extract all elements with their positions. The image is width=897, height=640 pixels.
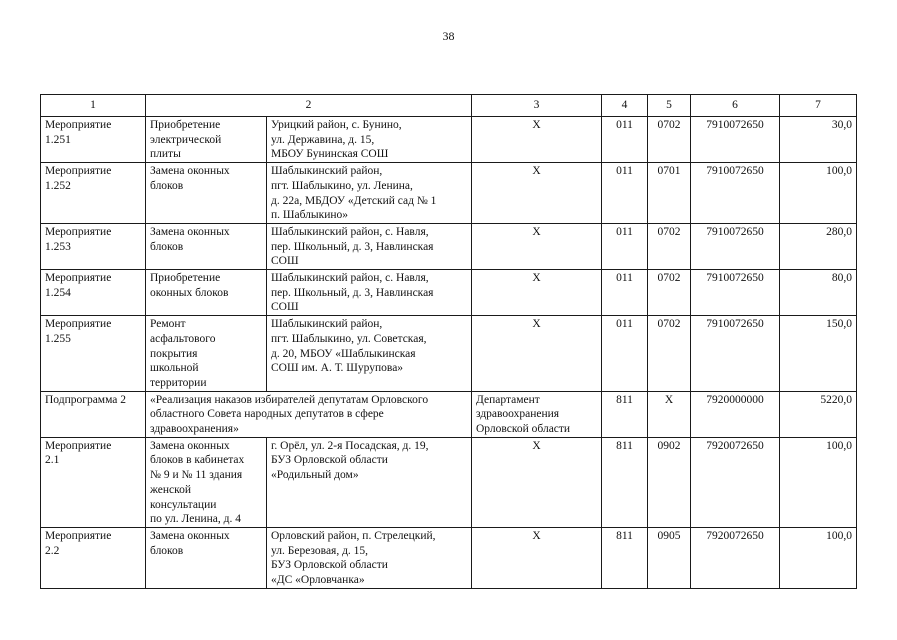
grbs-cell: 011 (602, 223, 648, 269)
event-name-line: Приобретение (150, 272, 221, 285)
event-name-line: оконных блоков (150, 286, 229, 299)
grbs-cell: 811 (602, 527, 648, 588)
row-id-line: Подпрограмма 2 (45, 393, 127, 406)
event-name-line: покрытия (150, 347, 198, 360)
table-row (41, 270, 857, 316)
table-row (41, 163, 857, 224)
row-id-line: Мероприятие (45, 272, 112, 285)
table-row (41, 316, 857, 392)
executor-cell: Х (472, 316, 602, 392)
section-cell: 0702 (648, 117, 691, 163)
section-cell: Х (648, 391, 691, 437)
address-line: СОШ (271, 301, 299, 314)
header-col-6: 6 (691, 95, 780, 117)
address-line: пгт. Шаблыкино, ул. Ленина, (271, 179, 413, 192)
section-cell: 0702 (648, 223, 691, 269)
header-col-5: 5 (648, 95, 691, 117)
address-cell (267, 527, 472, 588)
page-number: 38 (442, 29, 455, 43)
row-id-line: Мероприятие (45, 165, 112, 178)
event-name-line: Приобретение (150, 119, 221, 131)
event-name-line: женской (150, 483, 192, 496)
row-id-line: Мероприятие (45, 439, 112, 452)
address-cell (267, 223, 472, 269)
table-row (41, 527, 857, 588)
row-id-cell (41, 527, 146, 588)
section-cell: 0902 (648, 437, 691, 527)
amount-cell: 100,0 (780, 437, 857, 527)
amount-cell: 280,0 (780, 223, 857, 269)
amount-cell: 100,0 (780, 163, 857, 224)
grbs-cell: 811 (602, 391, 648, 437)
row-id-cell (41, 270, 146, 316)
address-line: г. Орёл, ул. 2-я Посадская, д. 19, (271, 439, 429, 452)
subprogram-title-line: здравоохранения» (150, 423, 239, 436)
section-cell: 0702 (648, 316, 691, 392)
address-line: Урицкий район, с. Бунино, (271, 119, 402, 131)
event-name-line: Замена оконных (150, 529, 230, 542)
address-cell (267, 117, 472, 163)
target-article-cell: 7920072650 (691, 527, 780, 588)
section-cell: 0702 (648, 270, 691, 316)
event-name-line: асфальтового (150, 332, 216, 345)
table-row (41, 223, 857, 269)
address-line: Шаблыкинский район, с. Навля, (271, 225, 429, 238)
row-id-line: Мероприятие (45, 529, 112, 542)
header-col-1: 1 (41, 95, 146, 117)
event-name-line: по ул. Ленина, д. 4 (150, 513, 242, 526)
row-id-cell (41, 223, 146, 269)
address-line: д. 20, МБОУ «Шаблыкинская (271, 347, 416, 360)
event-name-line: Замена оконных (150, 439, 230, 452)
address-line: Шаблыкинский район, с. Навля, (271, 272, 429, 285)
grbs-cell: 011 (602, 316, 648, 392)
address-line: Орловский район, п. Стрелецкий, (271, 529, 436, 542)
table-row (41, 437, 857, 527)
header-col-2: 2 (146, 95, 472, 117)
event-name-line: блоков в кабинетах (150, 454, 245, 467)
event-name-cell (146, 163, 267, 224)
row-id-line: Мероприятие (45, 318, 112, 331)
amount-cell: 80,0 (780, 270, 857, 316)
event-name-line: блоков (150, 544, 184, 557)
address-line: пгт. Шаблыкино, ул. Советская, (271, 332, 427, 345)
event-name-line: школьной (150, 362, 199, 375)
target-article-cell: 7920072650 (691, 437, 780, 527)
amount-cell: 100,0 (780, 527, 857, 588)
event-name-line: территории (150, 376, 207, 389)
target-article-cell: 7910072650 (691, 117, 780, 163)
row-id-line: 1.251 (45, 133, 71, 146)
executor-cell (472, 391, 602, 437)
address-line: п. Шаблыкино» (271, 209, 349, 222)
target-article-cell: 7910072650 (691, 270, 780, 316)
grbs-cell: 011 (602, 270, 648, 316)
event-name-cell (146, 527, 267, 588)
executor-cell: Х (472, 223, 602, 269)
address-line: СОШ (271, 255, 299, 268)
event-name-line: Замена оконных (150, 225, 230, 238)
address-line: д. 22а, МБДОУ «Детский сад № 1 (271, 194, 437, 207)
header-col-7: 7 (780, 95, 857, 117)
executor-cell: Х (472, 270, 602, 316)
address-cell (267, 437, 472, 527)
address-line: СОШ им. А. Т. Шурупова» (271, 362, 404, 375)
event-name-cell (146, 316, 267, 392)
target-article-cell: 7910072650 (691, 316, 780, 392)
amount-cell: 150,0 (780, 316, 857, 392)
executor-cell: Х (472, 437, 602, 527)
row-id-line: 1.253 (45, 240, 71, 253)
grbs-cell: 011 (602, 163, 648, 224)
grbs-cell: 011 (602, 117, 648, 163)
address-line: БУЗ Орловской области (271, 559, 388, 572)
target-article-cell: 7910072650 (691, 163, 780, 224)
executor-line: Орловской области (476, 423, 571, 436)
row-id-line: 1.255 (45, 332, 71, 345)
executor-line: Департамент (476, 393, 540, 406)
address-line: БУЗ Орловской области (271, 454, 388, 467)
row-id-line: 2.1 (45, 454, 60, 467)
address-line: ул. Березовая, д. 15, (271, 544, 369, 557)
row-id-line: Мероприятие (45, 119, 112, 131)
event-name-cell (146, 437, 267, 527)
event-name-line: плиты (150, 148, 181, 161)
target-article-cell: 7920000000 (691, 391, 780, 437)
row-id-cell (41, 117, 146, 163)
event-name-line: Замена оконных (150, 165, 230, 178)
event-name-line: консультации (150, 498, 217, 511)
executor-line: здравоохранения (476, 408, 560, 421)
table-row (41, 117, 857, 163)
address-cell (267, 163, 472, 224)
section-cell: 0905 (648, 527, 691, 588)
event-name-cell (146, 117, 267, 163)
event-name-line: блоков (150, 179, 184, 192)
event-name-line: электрической (150, 133, 222, 146)
address-cell (267, 270, 472, 316)
executor-cell: Х (472, 527, 602, 588)
grbs-cell: 811 (602, 437, 648, 527)
row-id-line: 1.252 (45, 179, 71, 192)
row-id-cell (41, 437, 146, 527)
address-line: Шаблыкинский район, (271, 165, 383, 178)
event-name-cell (146, 223, 267, 269)
address-line: МБОУ Бунинская СОШ (271, 148, 389, 161)
executor-cell: Х (472, 163, 602, 224)
row-id-line: Мероприятие (45, 225, 112, 238)
header-col-4: 4 (602, 95, 648, 117)
address-line: «Родильный дом» (271, 469, 359, 482)
row-id-line: 1.254 (45, 286, 71, 299)
event-name-line: № 9 и № 11 здания (150, 469, 243, 482)
address-line: пер. Школьный, д. 3, Навлинская (271, 286, 434, 299)
event-name-cell (146, 270, 267, 316)
row-id-line: 2.2 (45, 544, 60, 557)
subprogram-title-line: «Реализация наказов избирателей депутатам Орловского (150, 393, 429, 406)
header-row (41, 95, 857, 117)
row-id-cell (41, 391, 146, 437)
target-article-cell: 7910072650 (691, 223, 780, 269)
address-line: «ДС «Орловчанка» (271, 574, 365, 587)
section-cell: 0701 (648, 163, 691, 224)
amount-cell: 30,0 (780, 117, 857, 163)
row-id-cell (41, 316, 146, 392)
address-line: пер. Школьный, д. 3, Навлинская (271, 240, 434, 253)
executor-cell: Х (472, 117, 602, 163)
event-name-line: Ремонт (150, 318, 186, 331)
row-id-cell (41, 163, 146, 224)
subprogram-title-cell (146, 391, 472, 437)
address-line: ул. Державина, д. 15, (271, 133, 375, 146)
budget-table (40, 94, 857, 589)
subprogram-row (41, 391, 857, 437)
event-name-line: блоков (150, 240, 184, 253)
subprogram-title-line: областного Совета народных депутатов в сфере (150, 408, 384, 421)
header-col-3: 3 (472, 95, 602, 117)
amount-cell: 5220,0 (780, 391, 857, 437)
address-line: Шаблыкинский район, (271, 318, 383, 331)
address-cell (267, 316, 472, 392)
